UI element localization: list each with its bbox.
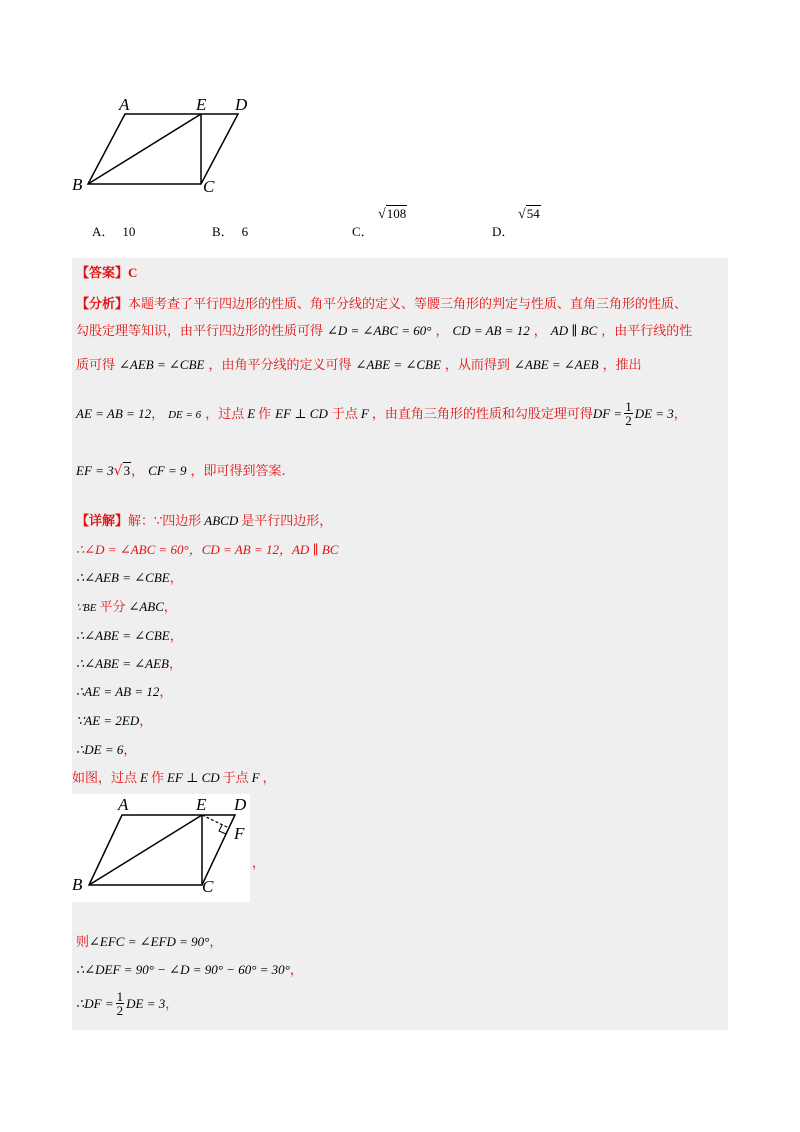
analysis-text: ，过点 [205, 407, 245, 422]
math-expr: F [360, 406, 369, 421]
math-expr: ∠ABE = ∠AEB [513, 357, 599, 372]
fraction: $\frac{1}{2}$ [116, 989, 124, 1018]
option-value: 108 [386, 206, 407, 221]
math-expr: DF = [592, 406, 623, 421]
detail-label: 【详解】 [76, 514, 129, 529]
analysis-line-3 [76, 354, 642, 373]
detail-step-1: ∴∠D = ∠ABC = 60°，CD = AB = 12，AD ∥ BC [76, 542, 339, 557]
detail-text: 是平行四边形， [241, 514, 333, 529]
option-letter: C． [352, 224, 374, 239]
option-c-value: √108 [378, 206, 407, 222]
figure-label-c: C [203, 177, 215, 196]
figure2-label-f: F [234, 824, 245, 843]
option-letter: A． [92, 224, 115, 239]
option-letter: B． [212, 224, 234, 239]
detail-step-8: ∴DE = 6， [76, 742, 137, 758]
math-expr: ∠AEB = ∠CBE [119, 357, 205, 372]
math-expr: DE = 6 [168, 409, 202, 421]
math-expr: CD = AB = 12 [452, 323, 530, 338]
analysis-text: ，由直角三角形的性质和勾股定理可得 [371, 407, 593, 422]
figure2-comma: ， [252, 856, 266, 871]
option-value: 6 [241, 224, 249, 239]
detail-step-6: ∴AE = AB = 12， [76, 684, 173, 700]
math-expr: AD ∥ BC [550, 323, 598, 338]
analysis-text: 作 [258, 407, 272, 422]
detail-step-7: ∵AE = 2ED， [76, 713, 153, 729]
detail-step-12: ∴DF = $\frac{1}{2}$ DE = 3， [76, 989, 179, 1018]
analysis-line-4: AE = AB = 12， DE = 6 ，过点 E 作 EF ⊥ CD 于点 F ，由直角三角形的性质和勾股定理可得DF = $\frac{1}{2}$ DE = 3， [76, 399, 687, 428]
figure-label-b: B [72, 175, 83, 194]
detail-step-11: ∴∠DEF = 90° − ∠D = 90° − 60° = 30°， [76, 962, 303, 978]
figure-label-a: A [119, 95, 130, 114]
fraction: $\frac{1}{2}$ [625, 399, 632, 428]
analysis-text: ，即可得到答案. [190, 464, 286, 479]
option-d-value: √54 [518, 206, 540, 222]
figure2-label-d: D [234, 795, 247, 814]
detail-step-5: ∴∠ABE = ∠AEB， [76, 656, 182, 672]
analysis-text: ，推出 [602, 358, 642, 373]
answer-line [76, 262, 137, 281]
parallelogram-figure-with-perpendicular [72, 794, 250, 902]
detail-step-2: ∴∠AEB = ∠CBE， [76, 570, 183, 586]
option-a[interactable] [92, 221, 135, 240]
parallelogram-figure [72, 92, 262, 202]
analysis-text: ，从而得到 [444, 358, 510, 373]
math-expr: ABCD [204, 513, 239, 528]
solution-panel [72, 258, 728, 1030]
analysis-text: ，由角平分线的定义可得 [208, 358, 352, 373]
figure2-label-a: A [118, 795, 129, 814]
option-value: 54 [526, 206, 540, 221]
math-expr: E [247, 406, 256, 421]
analysis-line-5: EF = 3√3， CF = 9 ，即可得到答案. [76, 463, 286, 479]
analysis-text: ，由平行线的性 [601, 324, 693, 339]
answer-label: 【答案】 [76, 266, 129, 281]
analysis-text: 于点 [331, 407, 358, 422]
figure2-label-b: B [72, 875, 83, 894]
figure-label-e: E [196, 95, 207, 114]
analysis-line-1 [76, 293, 687, 312]
option-d[interactable] [492, 221, 514, 240]
option-letter: D． [492, 224, 515, 239]
analysis-label: 【分析】 [76, 297, 129, 312]
detail-text: 解：∵四边形 [128, 514, 202, 529]
analysis-text: 勾股定理等知识，由平行四边形的性质可得 [76, 324, 324, 339]
math-expr: DE = 3 [634, 406, 674, 421]
figure2-label-e: E [196, 795, 207, 814]
figure-label-d: D [235, 95, 248, 114]
answer-value: C [128, 265, 138, 280]
analysis-text: 质可得 [76, 358, 116, 373]
figure2-label-c: C [202, 877, 214, 896]
math-expr: CF = 9 [148, 463, 187, 478]
math-expr: ∠ABE = ∠CBE [355, 357, 441, 372]
analysis-text: 本题考查了平行四边形的性质、角平分线的定义、等腰三角形的判定与性质、直角三角形的性质、 [128, 297, 688, 312]
detail-step-3: ∵BE 平分 ∠ABC， [76, 599, 177, 615]
math-expr: EF ⊥ CD [275, 406, 328, 421]
option-b[interactable] [212, 221, 248, 240]
option-c[interactable] [352, 221, 374, 240]
math-expr: EF = 3 [76, 463, 114, 478]
detail-line-intro [76, 510, 332, 529]
math-expr: ∠D = ∠ABC = 60° [327, 323, 432, 338]
detail-step-10: 则∠EFC = ∠EFD = 90°， [76, 934, 223, 950]
detail-step-9: 如图，过点 E 作 EF ⊥ CD 于点 F ， [72, 770, 276, 786]
analysis-line-2: 勾股定理等知识，由平行四边形的性质可得 ∠D = ∠ABC = 60° ， CD = AB = 12 ， AD ∥ BC ，由平行线的性 [76, 323, 693, 339]
option-value: 10 [122, 224, 136, 239]
math-expr: AE = AB = 12 [76, 406, 152, 421]
detail-step-4: ∴∠ABE = ∠CBE， [76, 628, 183, 644]
math-expr: 3 [123, 463, 131, 478]
